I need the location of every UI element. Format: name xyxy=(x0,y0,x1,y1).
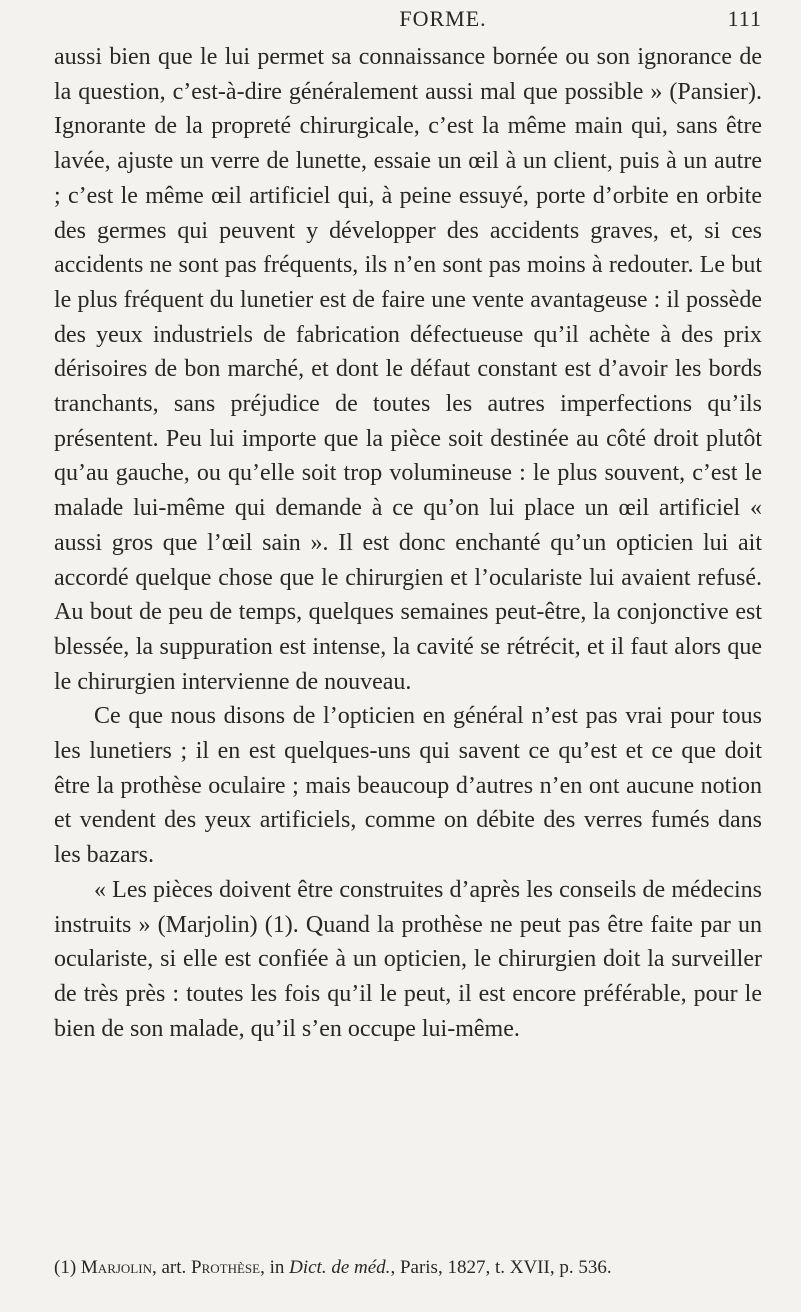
footnote-sep: , art. xyxy=(151,1257,192,1278)
footnote-work: Dict. de méd. xyxy=(289,1257,391,1278)
paragraph-1: aussi bien que le lui permet sa connaissance bornée ou son ignorance de la question, c’est-à-dire généralement aussi mal que possible » (Pansier). Ignorante de la propreté chirurgicale, c’est la même main qui, sans être lavée, ajuste un verre de lunette, essaie un œil à un client, puis à un autre ; c’est le même œil artificiel qui, à peine essuyé, porte d’orbite en orbite des germes qui peuvent y développer des accidents graves, et, si ces accidents ne sont pas fréquents, ils n’en sont pas moins à redouter. Le but le plus fréquent du lunetier est de faire une vente avantageuse : il possède des yeux industriels de fabrication défectueuse qu’il achète à des prix dérisoires de bon marché, et dont le défaut constant est d’avoir les bords tranchants, sans préjudice de toutes les autres imperfections qu’ils présentent. Peu lui importe que la pièce soit destinée au côté droit plutôt qu’au gauche, ou qu’elle soit trop volumineuse : le plus souvent, c’est le malade lui-même qui demande à ce qu’on lui place un œil artificiel « aussi gros que l’œil sain ». Il est donc enchanté qu’un opticien lui ait accordé quelque chose que le chirurgien et l’oculariste lui avaient refusé. Au bout de peu de temps, quelques semaines peut-être, la conjonctive est blessée, la suppuration est intense, la cavité se rétrécit, et il faut alors que le chirurgien intervienne de nouveau. xyxy=(54,44,762,695)
page-number: 111 xyxy=(727,6,762,31)
footnote-marker: (1) xyxy=(54,1257,77,1278)
footnote xyxy=(54,1255,762,1281)
paragraph-3: « Les pièces doivent être construites d’après les conseils de médecins instruits » (Marjolin) (1). Quand la prothèse ne peut pas être faite par un oculariste, si elle est confiée à un opticien, le chirurgien doit la surveiller de très près : toutes les fois qu’il le peut, il est encore préférable, pour le bien de son malade, qu’il s’en occupe lui-même. xyxy=(54,876,762,1042)
body-text xyxy=(54,40,762,1046)
paragraph-2: Ce que nous disons de l’opticien en général n’est pas vrai pour tous les lunetiers ; il en est quelques-uns qui savent ce qu’est et ce que doit être la prothèse oculaire ; mais beaucoup d’autres n’en ont aucune notion et vendent des yeux artificiels, comme on débite des verres fumés dans les bazars. xyxy=(54,703,762,869)
footnote-in: , in xyxy=(260,1257,290,1278)
footnote-author: Marjolin xyxy=(80,1257,152,1278)
page-header xyxy=(52,6,762,34)
footnote-details: , Paris, 1827, t. XVII, p. 536. xyxy=(390,1257,612,1278)
running-title: FORME. xyxy=(399,6,487,31)
footnote-article: Prothèse xyxy=(191,1257,261,1278)
